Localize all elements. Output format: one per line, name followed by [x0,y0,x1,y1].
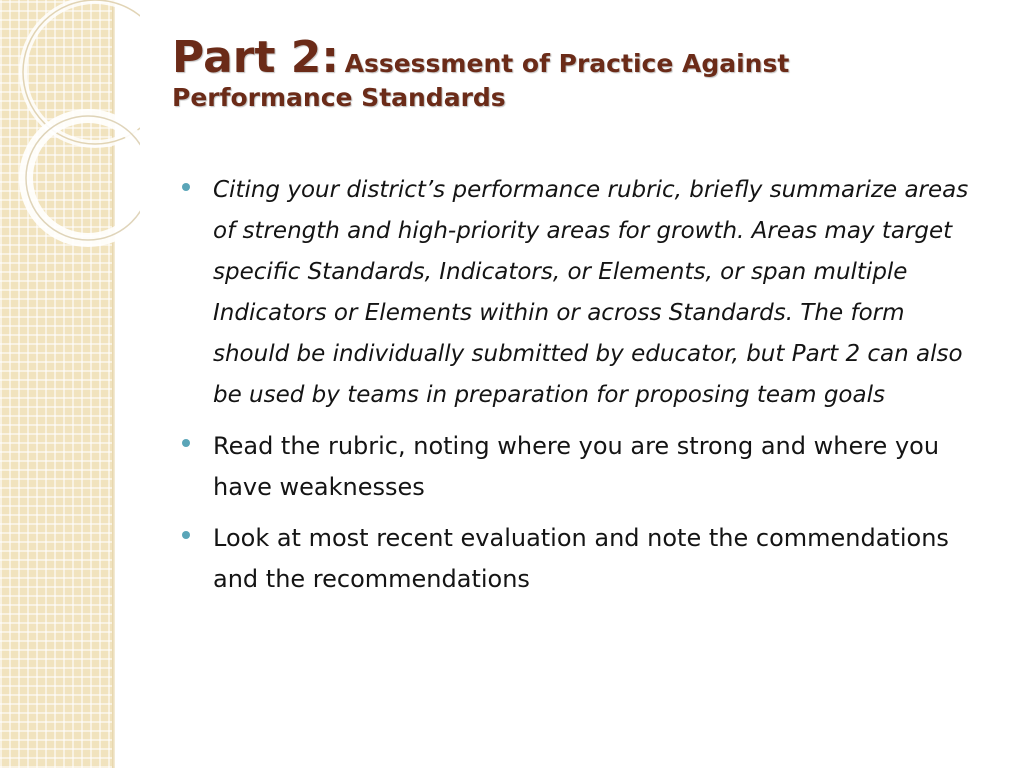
title-sub: Assessment of Practice Against [344,49,790,78]
bullet-text: Citing your district’s performance rubric, briefly summarize areas of strength and high-priority areas for growth. Areas may target specific Standards, Indicators, or Elements, or span multiple Indicators or Elements within or across Standards. The form should be individually submitted by educator, but Part 2 can also be used by teams in preparation for proposing team goals [213,177,969,408]
bullet-list [178,170,978,610]
list-item [178,518,978,600]
list-item [178,426,978,508]
bullet-text: Look at most recent evaluation and note the commendations and the recommendations [213,524,949,593]
bullet-text: Read the rubric, noting where you are strong and where you have weaknesses [213,432,940,501]
bullet-dot-icon [182,439,190,447]
bullet-dot-icon [182,531,190,539]
slide-title [172,34,972,112]
list-item [178,170,978,416]
title-line-2: Performance Standards [172,83,506,113]
title-main: Part 2: [172,32,340,83]
decorative-rings [0,0,140,260]
bullet-dot-icon [182,183,190,191]
